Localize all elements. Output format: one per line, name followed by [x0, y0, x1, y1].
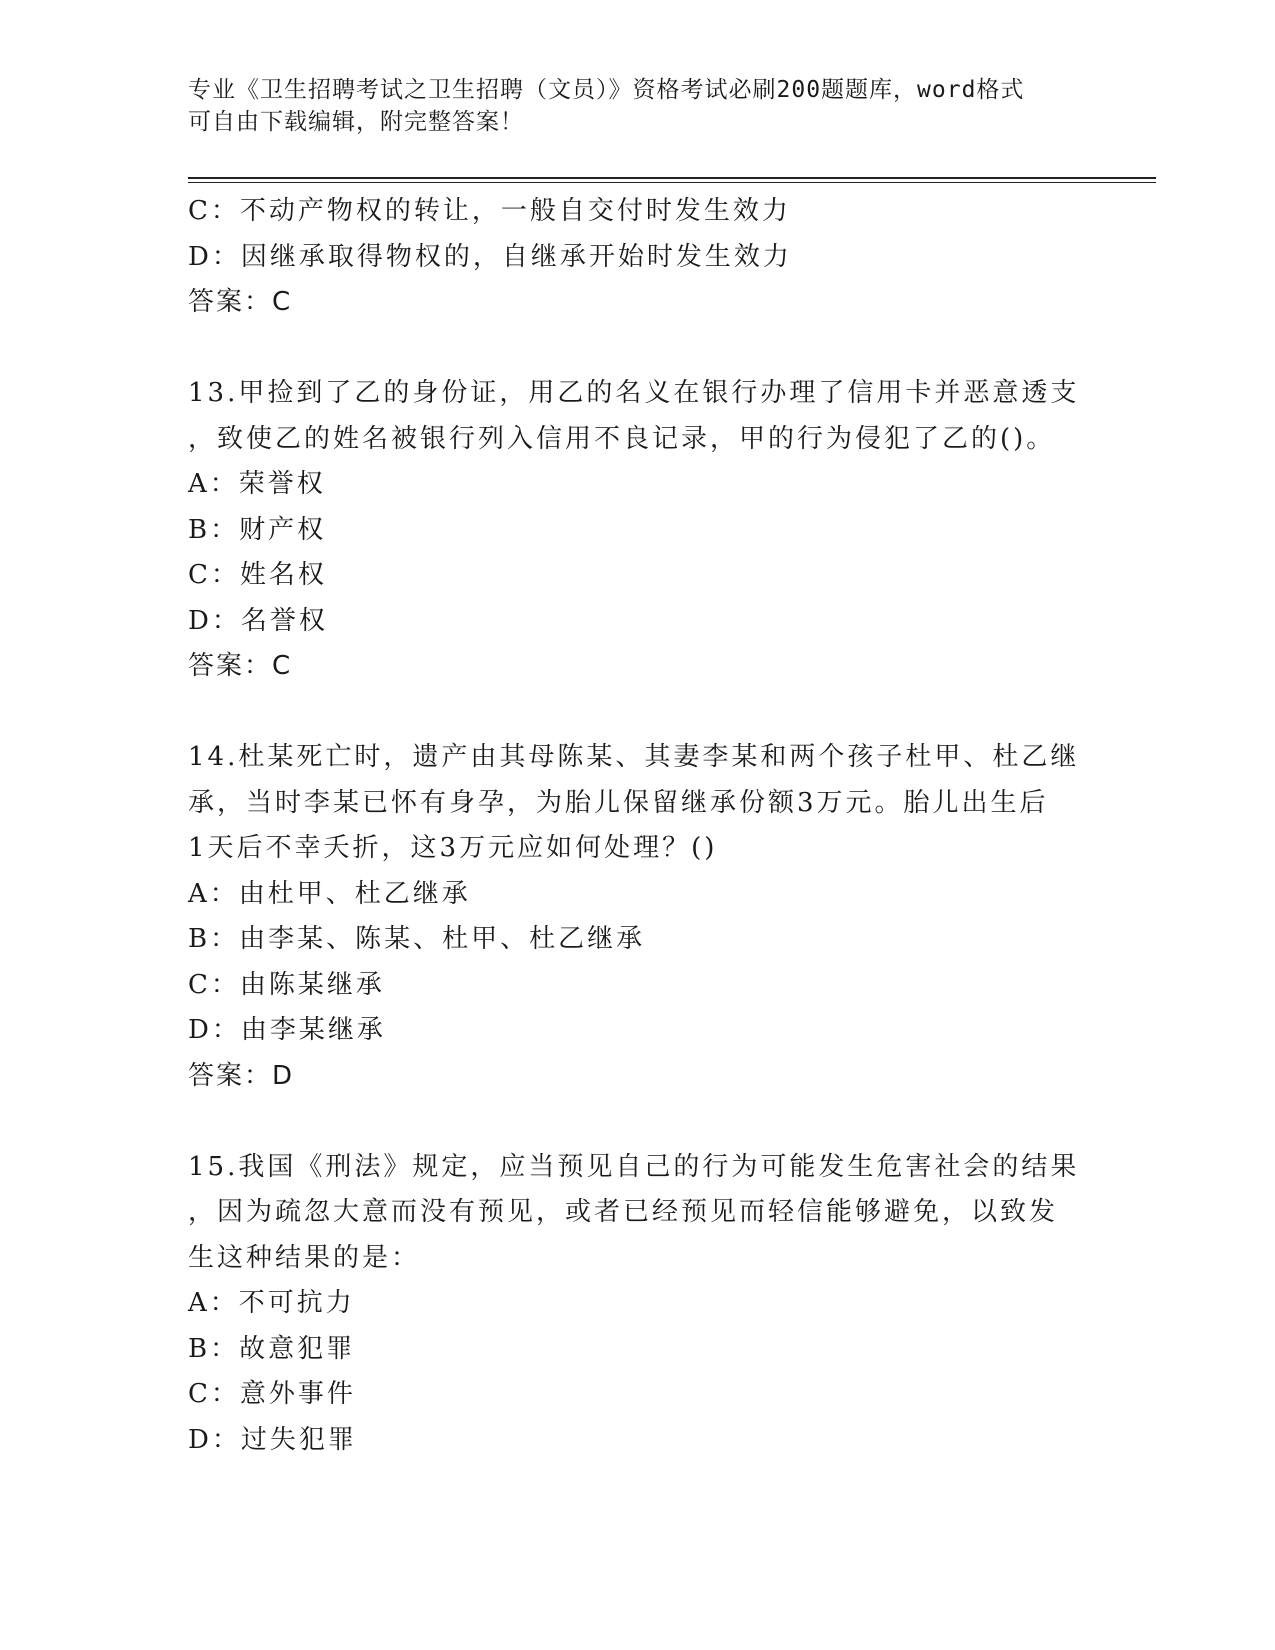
q14-option-d: D：由李某继承: [188, 1015, 386, 1045]
q15-option-d: D：过失犯罪: [188, 1424, 357, 1455]
header-divider: [188, 177, 1156, 179]
q15-option-a: A：不可抗力: [188, 1288, 355, 1318]
q13-stem-line-1: 13.甲捡到了乙的身份证，用乙的名义在银行办理了信用卡并恶意透支: [188, 378, 1080, 408]
q14-answer: 答案：D: [188, 1060, 295, 1091]
q12-option-c: C：不动产物权的转让，一般自交付时发生效力: [188, 196, 791, 226]
document-header: [188, 74, 1068, 138]
q15-stem-line-3: 生这种结果的是：: [188, 1242, 421, 1273]
q14-stem-line-2: 承，当时李某已怀有身孕，为胎儿保留继承份额3万元。胎儿出生后: [188, 787, 1049, 818]
q12-option-d: D：因继承取得物权的，自继承开始时发生效力: [188, 241, 792, 272]
q15-stem-line-2: ，因为疏忽大意而没有预见，或者已经预见而轻信能够避免，以致发: [188, 1197, 1059, 1227]
header-divider-thin: [188, 182, 1156, 183]
q14-option-c: C：由陈某继承: [188, 969, 385, 1000]
q13-option-b: B：财产权: [188, 514, 327, 545]
q12-answer: 答案：C: [188, 287, 293, 317]
q13-option-a: A：荣誉权: [188, 469, 326, 499]
q13-option-d: D：名誉权: [188, 605, 328, 636]
header-line-2: 可自由下载编辑，附完整答案！: [188, 109, 524, 135]
q14-option-b: B：由李某、陈某、杜甲、杜乙继承: [188, 924, 646, 954]
q14-option-a: A：由杜甲、杜乙继承: [188, 878, 471, 909]
header-line-1: 专业《卫生招聘考试之卫生招聘（文员）》资格考试必刷200题题库，word格式: [188, 77, 1025, 103]
q13-answer: 答案：C: [188, 651, 293, 681]
q15-option-c: C：意外事件: [188, 1379, 356, 1409]
q14-stem-line-3: 1天后不幸夭折，这3万元应如何处理？(): [188, 833, 718, 863]
q14-stem-line-1: 14.杜某死亡时，遗产由其母陈某、其妻李某和两个孩子杜甲、杜乙继: [188, 742, 1080, 772]
question-list: [188, 189, 1088, 1463]
q15-option-b: B：故意犯罪: [188, 1333, 356, 1364]
q13-option-c: C：姓名权: [188, 560, 327, 590]
q15-stem-line-1: 15.我国《刑法》规定，应当预见自己的行为可能发生危害社会的结果: [188, 1151, 1080, 1182]
q13-stem-line-2: ，致使乙的姓名被银行列入信用不良记录，甲的行为侵犯了乙的()。: [188, 423, 1056, 454]
